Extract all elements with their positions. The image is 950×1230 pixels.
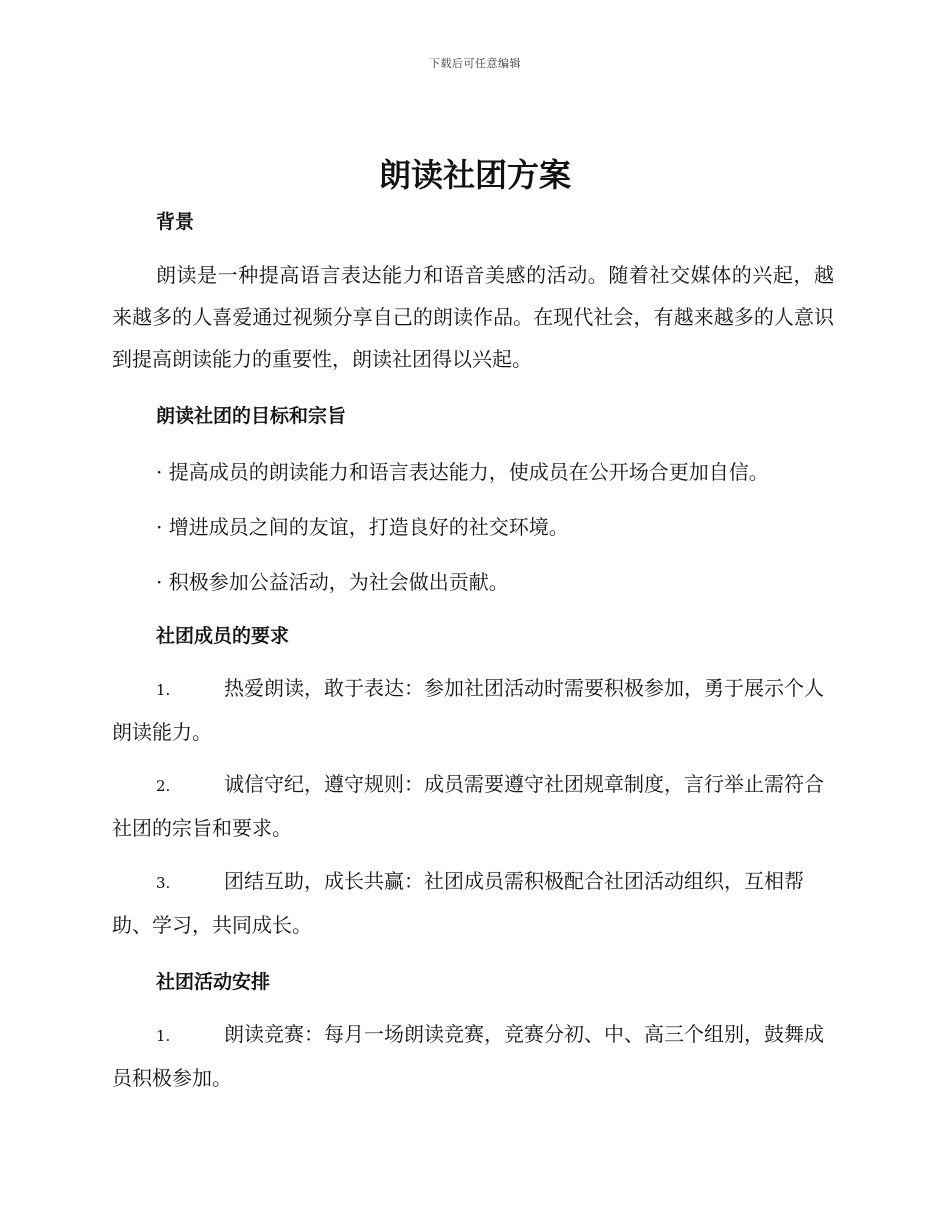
activity-text: 朗读竞赛：每月一场朗读竞赛，竞赛分初、中、高三个组别，鼓舞成员积极参加。 [112,1022,824,1090]
section-heading-background: 背景 [156,211,195,233]
requirement-item-3 [112,860,834,946]
requirement-number: 1. [156,681,171,699]
requirement-text: 热爱朗读，敢于表达：参加社团活动时需要积极参加，勇于展示个人朗读能力。 [112,676,824,744]
goal-bullet-2: · 增进成员之间的友谊，打造良好的社交环境。 [156,515,569,539]
goal-bullet-3: · 积极参加公益活动，为社会做出贡献。 [156,570,509,594]
activity-number: 1. [156,1027,171,1045]
activity-item-1 [112,1013,834,1099]
document-title: 朗读社团方案 [378,156,571,194]
section-heading-requirements: 社团成员的要求 [156,625,290,647]
section-heading-activities: 社团活动安排 [156,971,271,993]
requirement-text: 诚信守纪，遵守规则：成员需要遵守社团规章制度，言行举止需符合社团的宗旨和要求。 [112,772,824,840]
requirement-number: 3. [156,874,171,892]
requirement-item-2 [112,763,834,849]
header-note: 下载后可任意编辑 [429,57,521,70]
requirement-item-1 [112,667,834,753]
section-heading-goals: 朗读社团的目标和宗旨 [156,405,347,427]
background-paragraph: 朗读是一种提高语言表达能力和语音美感的活动。随着社交媒体的兴起，越来越多的人喜爱通过视频分享自己的朗读作品。在现代社会，有越来越多的人意识到提高朗读能力的重要性，朗读社团得以兴起。 [112,263,834,371]
requirement-number: 2. [156,777,171,795]
goal-bullet-1: · 提高成员的朗读能力和语言表达能力，使成员在公开场合更加自信。 [156,460,769,484]
requirement-text: 团结互助，成长共赢：社团成员需积极配合社团活动组织，互相帮助、学习，共同成长。 [112,869,804,937]
